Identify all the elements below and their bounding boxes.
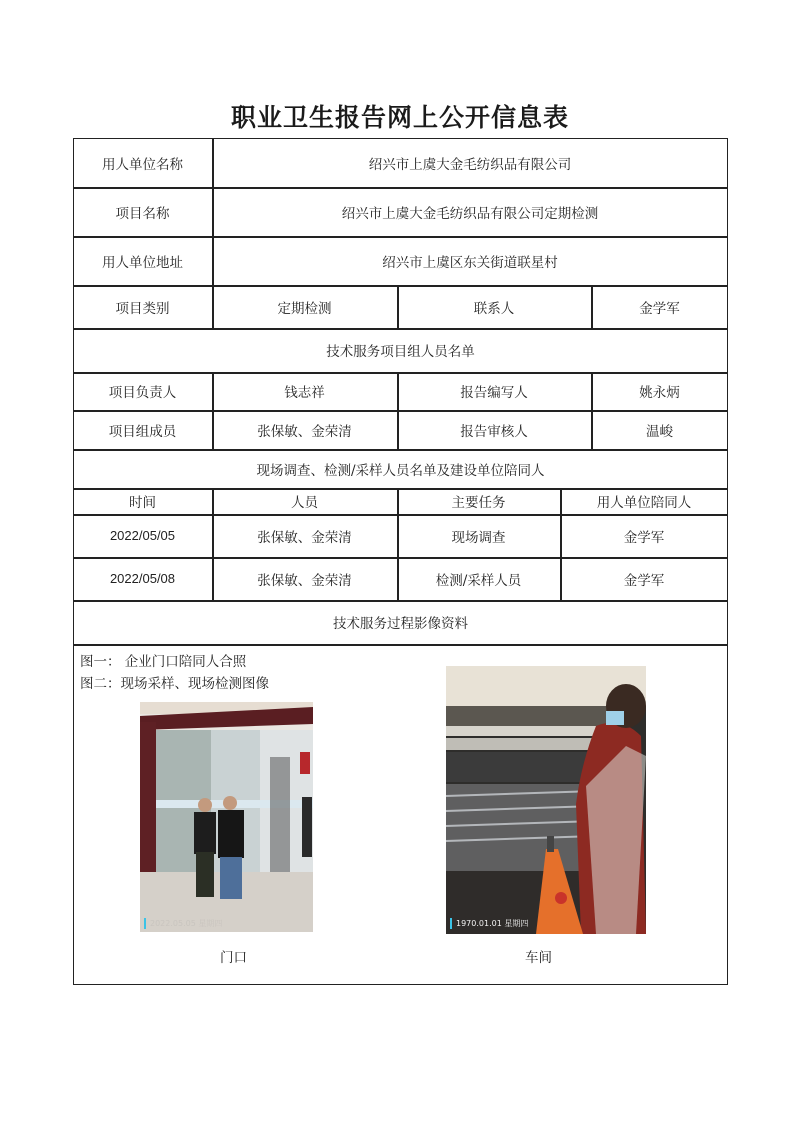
members-label: 项目组成员 xyxy=(108,423,177,440)
column-header-date: 时间 xyxy=(129,495,156,511)
photo-entrance xyxy=(140,702,313,932)
column-header-companion: 用人单位陪同人 xyxy=(596,495,692,511)
members-value: 张保敏、金荣清 xyxy=(257,423,352,440)
table-row-2-companion: 金学军 xyxy=(623,572,665,589)
photo-entrance-timestamp: 2022.05.05 星期四 xyxy=(144,918,222,929)
table-row-2-staff: 张保敏、金荣清 xyxy=(257,572,352,589)
project-type-value: 定期检测 xyxy=(277,300,332,317)
field-work-section-title: 现场调查、检测/采样人员名单及建设单位陪同人 xyxy=(256,462,545,479)
table-row-1-date: 2022/05/05 xyxy=(109,528,176,543)
page-title: 职业卫生报告网上公开信息表 xyxy=(230,103,569,132)
leader-label: 项目负责人 xyxy=(108,385,177,401)
employer-name-label: 用人单位名称 xyxy=(102,156,183,173)
caption-figure-1: 图一： 企业门口陪同人合照 xyxy=(80,654,247,670)
entrance-photo-illustration xyxy=(140,702,313,932)
images-section-title: 技术服务过程影像资料 xyxy=(333,616,468,632)
workshop-photo-illustration xyxy=(446,666,646,934)
table-row-2-date: 2022/05/08 xyxy=(109,571,176,586)
photo-workshop-timestamp: 1970.01.01 星期四 xyxy=(450,918,528,929)
reviewer-label: 报告审核人 xyxy=(460,423,528,440)
team-section-title: 技术服务项目组人员名单 xyxy=(326,344,475,360)
leader-value: 钱志祥 xyxy=(284,385,325,401)
table-row-2-task: 检测/采样人员 xyxy=(435,572,522,589)
project-type-label: 项目类别 xyxy=(115,300,170,317)
photo-entrance-label: 门口 xyxy=(220,950,247,966)
column-header-staff: 人员 xyxy=(291,495,318,511)
row-divider xyxy=(73,644,728,646)
writer-label: 报告编写人 xyxy=(460,385,528,401)
reviewer-value: 温峻 xyxy=(646,423,673,440)
caption-figure-2: 图二：现场采样、现场检测图像 xyxy=(80,676,269,692)
contact-value: 金学军 xyxy=(639,300,680,317)
contact-label: 联系人 xyxy=(473,300,515,317)
photo-workshop-label: 车间 xyxy=(525,950,552,966)
project-name-value: 绍兴市上虞大金毛纺织品有限公司定期检测 xyxy=(341,205,599,222)
employer-address-label: 用人单位地址 xyxy=(102,254,183,271)
table-row-1-task: 现场调查 xyxy=(451,529,506,546)
table-row-1-companion: 金学军 xyxy=(623,529,665,546)
photo-workshop xyxy=(446,666,646,934)
employer-address-value: 绍兴市上虞区东关街道联星村 xyxy=(382,254,558,271)
table-row-1-staff: 张保敏、金荣清 xyxy=(257,529,352,546)
writer-value: 姚永炳 xyxy=(639,385,680,401)
column-header-task: 主要任务 xyxy=(451,495,506,511)
project-name-label: 项目名称 xyxy=(115,205,170,222)
employer-name-value: 绍兴市上虞大金毛纺织品有限公司 xyxy=(368,156,572,173)
